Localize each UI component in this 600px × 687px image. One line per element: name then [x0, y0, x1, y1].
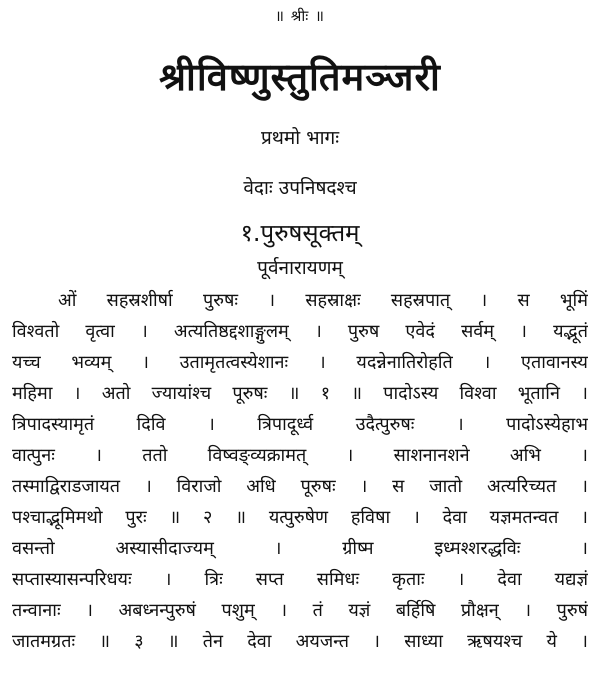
verse-line: तन्वानाः । अबध्नन्पुरुषं पशुम् । तं यज्ञं बर्हिषि प्रौक्षन् । पुरुषं — [12, 600, 588, 621]
verse-line: महिमा । अतो ज्यायांश्च पूरुषः ॥ १ ॥ पादोऽस्य विश्वा भूतानि । — [12, 383, 588, 404]
verse-line: त्रिपादस्यामृतं दिवि । त्रिपादूर्ध्व उदैत्पुरुषः । पादोऽस्येहाभ — [12, 414, 588, 435]
verse-line: विश्वतो वृत्वा । अत्यतिष्ठद्दशाङ्गुलम् । पुरुष एवेदं सर्वम् । यद्भूतं — [12, 321, 588, 342]
verse-line: पश्चाद्भूमिमथो पुरः ॥ २ ॥ यत्पुरुषेण हविषा । देवा यज्ञमतन्वत । — [12, 507, 588, 528]
subsection-heading: वेदाः उपनिषदश्च — [243, 177, 357, 199]
book-title: श्रीविष्णुस्तुतिमञ्जरी — [159, 55, 441, 99]
part-heading: प्रथमो भागः — [260, 127, 340, 149]
verse-line: वसन्तो अस्यासीदाज्यम् । ग्रीष्म इध्मश्शरद्धविः । — [12, 538, 588, 559]
verse-line: तस्माद्विराडजायत । विराजो अधि पूरुषः । स जातो अत्यरिच्यत । — [12, 476, 588, 497]
verse-line: वात्पुनः । ततो विष्वङ्व्यक्रामत् । साशनानशने अभि । — [12, 445, 588, 466]
verse-line: सप्तास्यासन्परिधयः । त्रिः सप्त समिधः कृताः । देवा यद्यज्ञं — [12, 569, 588, 590]
verse-line: जातमग्रतः ॥ ३ ॥ तेन देवा अयजन्त । साध्या ऋषयश्च ये । — [12, 631, 588, 652]
hymn-subtitle: पूर्वनारायणम् — [257, 257, 343, 279]
verse-line: यच्च भव्यम् । उतामृतत्वस्येशानः । यदन्नेनातिरोहति । एतावानस्य — [12, 352, 588, 373]
verse-text — [12, 285, 588, 657]
hymn-title: १.पुरुषसूक्तम् — [240, 219, 360, 247]
verse-line: ओं सहस्रशीर्षा पुरुषः । सहस्राक्षः सहस्रपात् । स भूमिं — [58, 290, 588, 311]
invocation: ॥ श्रीः ॥ — [274, 7, 326, 25]
